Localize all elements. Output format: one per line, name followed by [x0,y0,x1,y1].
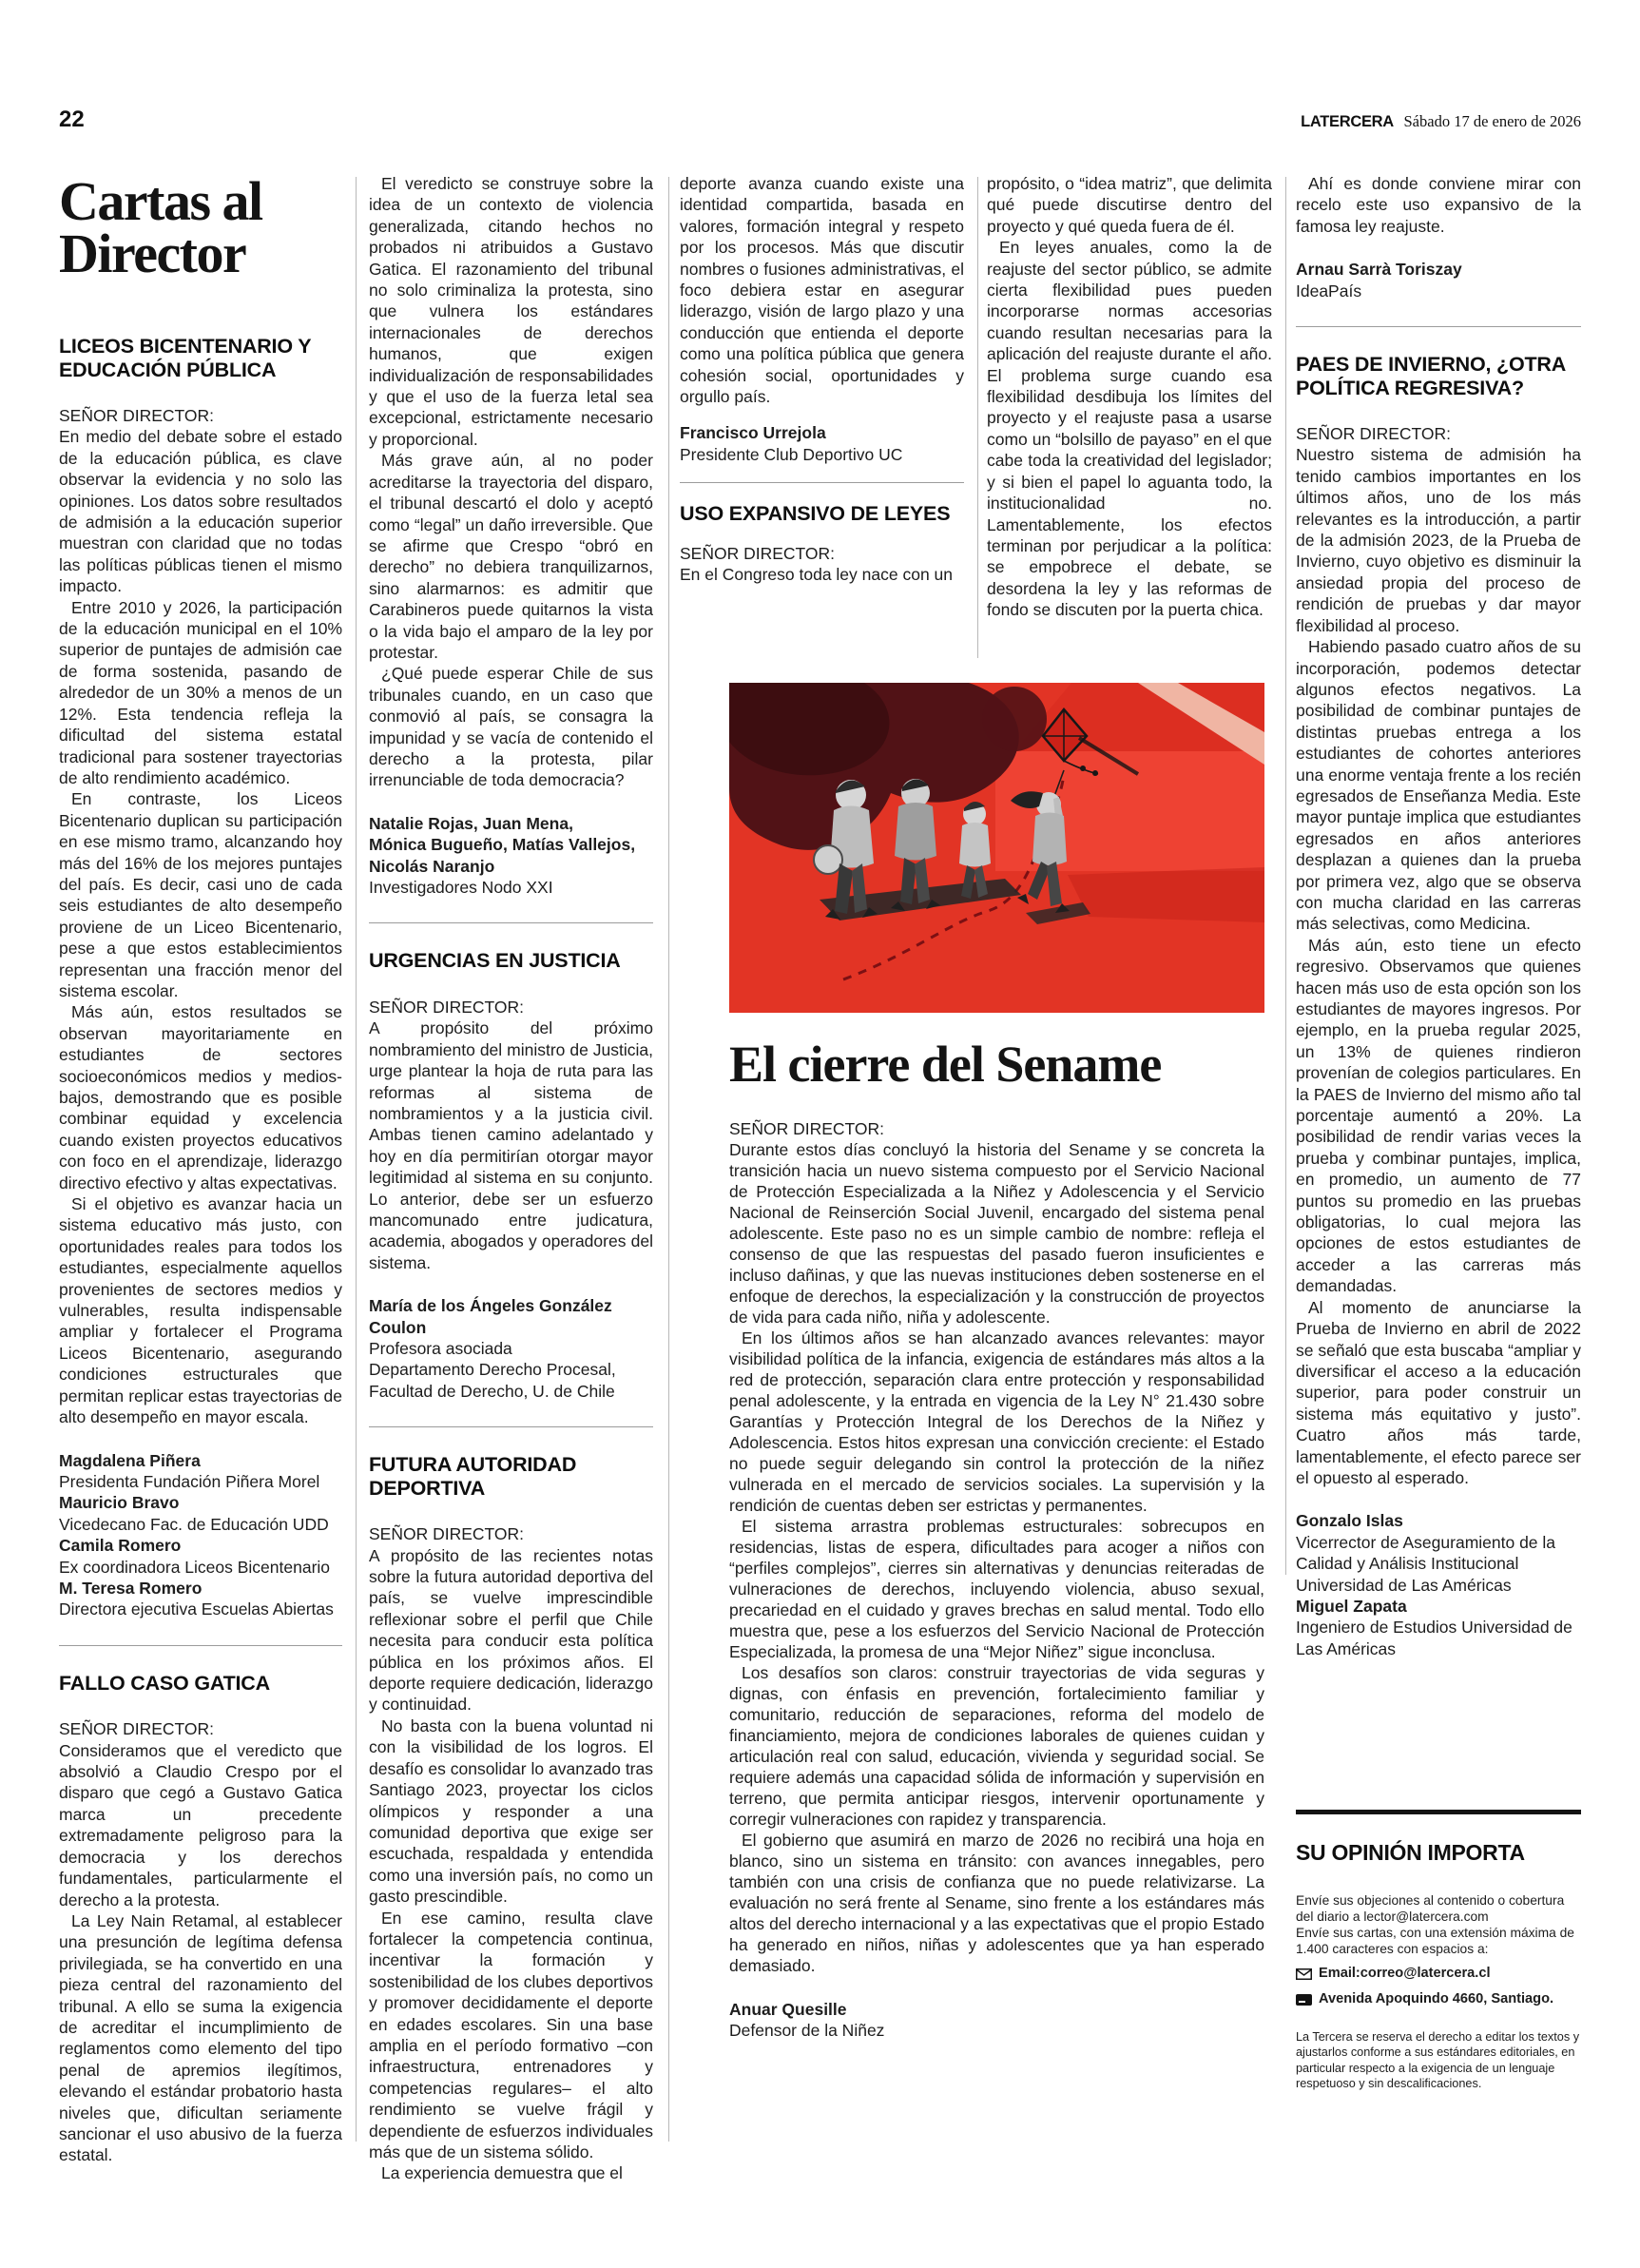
signature-role: Facultad de Derecho, U. de Chile [369,1381,615,1401]
paragraph: Más aún, esto tiene un efecto regresivo. Observamos que quienes hacen más uso de esta opción son los estudiantes de mayores ingresos. Por ejemplo, en la prueba regular 2025, un 13% de quienes rindieron provenían de colegios particulares. En la PAES de Invierno del mismo año tal porcentaje aumentó a 20%. La posibilidad de rendir varias veces la prueba y combinar puntajes, implica, en promedio, un aumento de 77 puntos su promedio en las pruebas obligatorias, lo cual mejora las opciones de estos estudiantes de acceder a las carreras más demandadas. [1296,935,1581,1296]
paragraph: A propósito del próximo nombramiento del ministro de Justicia, urge plantear la hoja de ruta para las reformas al sistema de nombramientos y a la justicia civil. Ambas tienen camino adelantado y hoy en día permitirían otorgar mayor legitimidad al sistema en su conjunto. Lo anterior, debe ser un esfuerzo mancomunado entre judicatura, academia, abogados y operadores del sistema. [369,1018,653,1272]
section-title: Cartas al Director [59,170,262,284]
letter-deportiva [369,1453,653,2184]
salutation: SEÑOR DIRECTOR: [369,997,525,1017]
signature-name: Francisco Urrejola [680,423,826,443]
salutation: SEÑOR DIRECTOR: [729,1119,885,1138]
signature-name: Camila Romero [59,1536,182,1556]
column-divider [668,177,669,2142]
paragraph: Durante estos días concluyó la historia del Sename y se concreta la transición hacia un nuevo sistema compuesto por el Servicio Nacional de Protección Especializada a la Niñez y Adolescencia y el Servicio Nacional de Reinserción Social Juvenil, encargado del sistema penal adolescente. Este paso no es un simple cambio de nombre: refleja el consenso de que las respuestas del pasado fueron insuficientes e incluso dañinas, y que las nuevas instituciones deben sostenerse en el enfoque de derechos, la especialización y la construcción de proyectos de vida para cada niño, niña y adolescente. [729,1140,1264,1327]
paragraph: No basta con la buena voluntad ni con la visibilidad de los logros. El desafío es consolidar lo avanzado tras Santiago 2023, proyectar los ciclos olímpicos y responder a una comunidad deportiva que exige ser escuchada, respaldada y entendida como una inversión país, no como un gasto prescindible. [369,1716,653,1907]
paragraph: Más aún, estos resultados se observan mayoritariamente en estudiantes de sectores socioeconómicos medios y medios-bajos, demostrando que es posible combinar equidad y excelencia cuando existen proyectos educativos con foco en el aprendizaje, liderazgo directivo efectivo y altas expectativas. [59,1002,342,1192]
column-divider [356,177,357,2142]
address-text: Avenida Apoquindo 4660, Santiago. [1319,1991,1554,2006]
opinion-box-title: SU OPINIÓN IMPORTA [1296,1840,1525,1865]
signature-role: Profesora asociada [369,1339,512,1358]
signature-name: Miguel Zapata [1296,1596,1407,1616]
signature-block [1296,1510,1581,1659]
letter-divider [1296,326,1581,327]
letter-paes [1296,353,1581,1659]
signature-role: Investigadores Nodo XXI [369,878,553,897]
signature-block [729,1999,1264,2042]
signature-block [59,1450,342,1620]
opinion-line: Envíe sus cartas, con una extensión máxima de 1.400 caracteres con espacios a: [1296,1926,1574,1956]
paragraph: Habiendo pasado cuatro años de su incorporación, podemos detectar algunos efectos negativos. La posibilidad de combinar puntajes de distintas pruebas entrega a los estudiantes de cohortes anteriores una enorme ventaja frente a los recién egresados de Enseñanza Media. Este mayor puntaje implica que estudiantes egresados en años anteriores desplazan a quienes dan la prueba por primera vez, algo que se observa con mucha claridad en las carreras más selectivas, como Medicina. [1296,637,1581,934]
feature-headline: El cierre del Sename [729,1036,1162,1093]
paragraph: Entre 2010 y 2026, la participación de la educación municipal en el 10% superior de puntajes de admisión cae de forma sostenida, pasando de alrededor de un 30% a menos de un 12%. Esta tendencia refleja la dificultad del sistema estatal tradicional para sostener trayectorias de alto rendimiento académico. [59,597,342,787]
signature-role: IdeaPaís [1296,281,1362,300]
signature-role: Presidente Club Deportivo UC [680,444,903,464]
signature-block [369,1295,653,1402]
address-contact [1296,1990,1581,2008]
paragraph: Más grave aún, al no poder acreditarse la trayectoria del disparo, el tribunal descartó el dolo y aceptó como “legal” un daño irreversible. Que se afirme que Crespo “obró en derecho” no debiera tranquilizarnos, sino alarmarnos: es admitir que Carabineros puede quitarnos la vista o la vida bajo el amparo de la ley por protestar. [369,451,653,662]
signature-role: Departamento Derecho Procesal, [369,1360,616,1380]
editorial-note: La Tercera se reserva el derecho a editar los textos y ajustarlos conforme a sus estándares editoriales, en particular respecto a la exigencia de un lenguaje respetuoso y sin descalificaciones. [1296,2030,1580,2091]
salutation: SEÑOR DIRECTOR: [369,1524,525,1544]
signature-name: Anuar Quesille [729,2000,847,2019]
letter-heading: FALLO CASO GATICA [59,1671,270,1695]
letter-divider [369,1426,653,1427]
signature-name: Mauricio Bravo [59,1493,180,1513]
signature-name: Natalie Rojas, Juan Mena, [369,813,573,833]
column-2 [369,173,653,2184]
paragraph: Consideramos que el veredicto que absolvió a Claudio Crespo por el disparo que cegó a Gustavo Gatica marca un precedente extremadamente peligroso para la democracia y los derechos fundamentales, particularmente el derecho a la protesta. [59,1740,342,1909]
letter-gatica-continuation [369,173,653,898]
children-running-illustration [729,683,1264,1013]
letter-leyes [680,502,964,585]
letter-deportiva-continuation [680,173,964,465]
letter-gatica [59,1672,342,2166]
signature-name: Gonzalo Islas [1296,1511,1403,1531]
opinion-line: Envíe sus objeciones al contenido o cobertura del diario a lector@latercera.com [1296,1893,1565,1924]
masthead-brand: LATERCERA [1301,113,1394,130]
column-divider [1285,177,1286,1575]
signature-block [1296,259,1581,301]
paragraph: En el Congreso toda ley nace con un [680,565,953,585]
paragraph: El veredicto se construye sobre la idea de un contexto de violencia generalizada, citando hechos no probados ni atribuidos a Gustavo Gatica. El razonamiento del tribunal no solo criminaliza la protesta, sino que vulnera los estándares internacionales de derechos humanos, que exigen individualización de responsabilidades y que el uso de la fuerza letal sea excepcional, estrictamente necesario y proporcional. [369,174,653,449]
paragraph: A propósito de las recientes notas sobre la futura autoridad deportiva del país, se vuelve imprescindible reflexionar sobre el perfil que Chile necesita para conducir esta política pública en los próximos años. El deporte requiere dedicación, liderazgo y continuidad. [369,1545,653,1715]
letter-divider [369,922,653,923]
masthead [1301,112,1581,131]
signature-role: Vicerrector de Aseguramiento de la Calidad y Análisis Institucional Universidad de Las Américas [1296,1532,1556,1595]
column-4 [987,173,1272,621]
letter-divider [680,482,964,483]
paragraph: propósito, o “idea matriz”, que delimita qué puede discutirse dentro del proyecto y qué queda fuera de él. [987,174,1272,236]
paragraph: En medio del debate sobre el estado de la educación pública, es clave observar la evidencia y no solo las opiniones. Los datos sobre resultados de admisión a la educación superior muestran con claridad que no todas las políticas públicas tienen el mismo impacto. [59,427,342,596]
letter-leyes-continuation [987,173,1272,621]
paragraph: La experiencia demuestra que el [381,2163,623,2183]
letter-heading: FUTURA AUTORIDAD DEPORTIVA [369,1453,577,1500]
signature-block [680,422,964,465]
signature-name: Magdalena Piñera [59,1450,201,1470]
paragraph: Si el objetivo es avanzar hacia un sistema educativo más justo, con oportunidades reales para todos los estudiantes, especialmente aquellos provenientes de sectores medios y vulnerables, resulta indispensable ampliar y fortalecer el Programa Liceos Bicentenario, asegurando condiciones estructurales que permitan replicar estas trayectorias de alto desempeño en mayor escala. [59,1194,342,1427]
feature-letter-sename [729,683,1264,2042]
letter-divider [59,1645,342,1646]
signature-role: Ex coordinadora Liceos Bicentenario [59,1557,331,1577]
signature-role: Vicedecano Fac. de Educación UDD [59,1514,329,1534]
letter-leyes-end [1296,173,1581,301]
opinion-box-rule [1296,1810,1581,1814]
email-contact [1296,1965,1581,1983]
letter-justicia [369,949,653,1402]
paragraph: En ese camino, resulta clave fortalecer la competencia continua, incentivar la formación y sostenibilidad de los clubes deportivos y promover decididamente el deporte en edades escolares. Sin una base amplia en el período formativo –con infraestructura, entrenadores y competencias regulares– el alto rendimiento se vuelve frágil y dependiente de esfuerzos individuales más que de un sistema sólido. [369,1908,653,2161]
paragraph: En leyes anuales, como la de reajuste del sector público, se admite cierta flexibilidad pues pueden incorporarse normas accesorias cuando resultan necesarias para la aplicación del reajuste durante el año. El problema surge cuando esa flexibilidad desdibuja los límites del proyecto y el reajuste pasa a usarse como un “bolsillo de payaso” en el que cabe toda la creatividad del legislador; y si bien el papel lo aguanta todo, la institucionalidad no. Lamentablemente, los efectos terminan por perjudicar a la política: se empobrece el debate, se desordena la ley y las reformas de fondo se discuten por la puerta chica. [987,238,1272,620]
letter-heading: USO EXPANSIVO DE LEYES [680,502,951,526]
paragraph: En los últimos años se han alcanzado avances relevantes: mayor visibilidad política de la infancia, exigencia de estándares más altos a la red de protección, separación clara entre protección y responsabilidad penal adolescente, y la entrada en vigencia de la Ley N° 21.430 sobre Garantías y Protección Integral de los Derechos de la Niñez y Adolescencia. Estos hitos expresan una convicción creciente: el Estado no puede seguir delegando sin control la protección de la niñez vulnerada en el mercado de servicios sociales. La supervisión y la rendición de cuentas deben ser estrictas y permanentes. [729,1328,1264,1515]
signature-name: María de los Ángeles González Coulon [369,1296,612,1337]
column-3 [680,173,964,681]
signature-role: Ingeniero de Estudios Universidad de Las Américas [1296,1618,1572,1658]
signature-role: Presidenta Fundación Piñera Morel [59,1471,320,1491]
paragraph: ¿Qué puede esperar Chile de sus tribunales cuando, en un caso que conmovió al país, se consagra la impunidad y se vacía de contenido el derecho a la protesta, pilar irrenunciable de toda democracia? [369,664,653,790]
salutation: SEÑOR DIRECTOR: [59,1719,215,1739]
letter-heading: URGENCIAS EN JUSTICIA [369,949,621,973]
signature-name: Arnau Sarrà Toriszay [1296,260,1462,280]
paragraph: El gobierno que asumirá en marzo de 2026 no recibirá una hoja en blanco, sino un sistema en tránsito: con avances innegables, pero también con una crisis de confianza que no puede relativizarse. La evaluación no será frente al Sename, sino frente a los estándares más altos del derecho internacional y a las expectativas que el propio Estado ha generado en niños, niñas y adolescentes que ya han esperado demasiado. [729,1831,1264,1975]
signature-role: Defensor de la Niñez [729,2021,885,2041]
salutation: SEÑOR DIRECTOR: [1296,424,1452,444]
column-5 [1296,173,1581,1659]
paragraph: La Ley Nain Retamal, al establecer una presunción de legítima defensa privilegiada, se ha convertido en una pieza central del razonamiento del tribunal. A ello se suma la exigencia de acreditar el incumplimiento de reglamentos como elemento del tipo penal de apremios ilegítimos, elevando el estándar probatorio hasta niveles que, dificultan seriamente sancionar el uso abusivo de la fuerza estatal. [59,1910,342,2165]
salutation: SEÑOR DIRECTOR: [59,406,215,425]
masthead-date: Sábado 17 de enero de 2026 [1403,112,1581,130]
paragraph: Al momento de anunciarse la Prueba de Invierno en abril de 2022 se señaló que esta buscaba “ampliar y diversificar el acceso a la educación superior, para poder construir un sistema más equitativo y justo”. Cuatro años más tarde, lamentablemente, el efecto parece ser el opuesto al esperado. [1296,1297,1581,1487]
letter-heading: LICEOS BICENTENARIO Y EDUCACIÓN PÚBLICA [59,335,311,381]
signature-role: Directora ejecutiva Escuelas Abiertas [59,1599,334,1619]
signature-block [369,813,653,899]
address-icon [1296,1994,1312,2006]
column-divider [977,177,978,658]
paragraph: Los desafíos son claros: construir trayectorias de vida seguras y dignas, con énfasis en prevención, fortalecimiento familiar y comunitario, reducción de separaciones, reforma del modelo de financiamiento, mejora de condiciones laborales de quienes cuidan y articulación real con salud, educación, vivienda y seguridad social. Se requiere además una capacidad sólida de información y supervisión en terreno, que permita anticipar riesgos, intervenir oportunamente y corregir vulneraciones con rapidez y transparencia. [729,1663,1264,1829]
paragraph: Nuestro sistema de admisión ha tenido cambios importantes en los últimos años, uno de los más relevantes es la introducción, a partir de la admisión 2023, de la Prueba de Invierno, cuyo objetivo es disminuir la ansiedad propia del proceso de rendición de pruebas y dar mayor flexibilidad al proceso. [1296,445,1581,635]
envelope-icon [1296,1968,1312,1980]
paragraph: En contraste, los Liceos Bicentenario duplican su participación en ese mismo tramo, alcanzando hoy más del 16% de los mejores puntajes del país. Es decir, casi uno de cada seis estudiantes de alto desempeño proviene de un Liceo Bicentenario, pese a que estos establecimientos representan una fracción menor del sistema escolar. [59,789,342,1000]
signature-name: Nicolás Naranjo [369,856,495,876]
page-number: 22 [59,107,85,132]
paragraph: deporte avanza cuando existe una identidad compartida, basada en valores, formación integral y respeto por los procesos. Más que discutir nombres o fusiones administrativas, el foco debiera estar en asegurar liderazgo, visión de largo plazo y una conducción que entienda el deporte como una política pública que genera cohesión social, oportunidades y orgullo país. [680,174,964,407]
signature-name: M. Teresa Romero [59,1578,203,1598]
salutation: SEÑOR DIRECTOR: [680,543,836,563]
paragraph: Ahí es donde conviene mirar con recelo este uso expansivo de la famosa ley reajuste. [1296,174,1581,236]
column-1 [59,170,342,2166]
opinion-box [1296,1810,1581,2103]
paragraph: El sistema arrastra problemas estructurales: sobrecupos en residencias, listas de espera, dificultades para acoger a niños con “perfiles complejos”, cierres sin alternativas y denuncias reiteradas de vulneraciones de derechos, incluyendo violencia, abuso sexual, precariedad en el cuidado y graves brechas en salud mental. Todo ello muestra que, pese a los esfuerzos del Servicio Nacional de Protección Especializada, la promesa de una “Mejor Niñez” sigue inconclusa. [729,1517,1264,1661]
email-text: Email:correo@latercera.cl [1319,1966,1491,1981]
letter-liceos [59,335,342,1620]
letter-heading: PAES DE INVIERNO, ¿OTRA POLÍTICA REGRESIVA? [1296,353,1566,399]
signature-name: Mónica Bugueño, Matías Vallejos, [369,835,636,855]
